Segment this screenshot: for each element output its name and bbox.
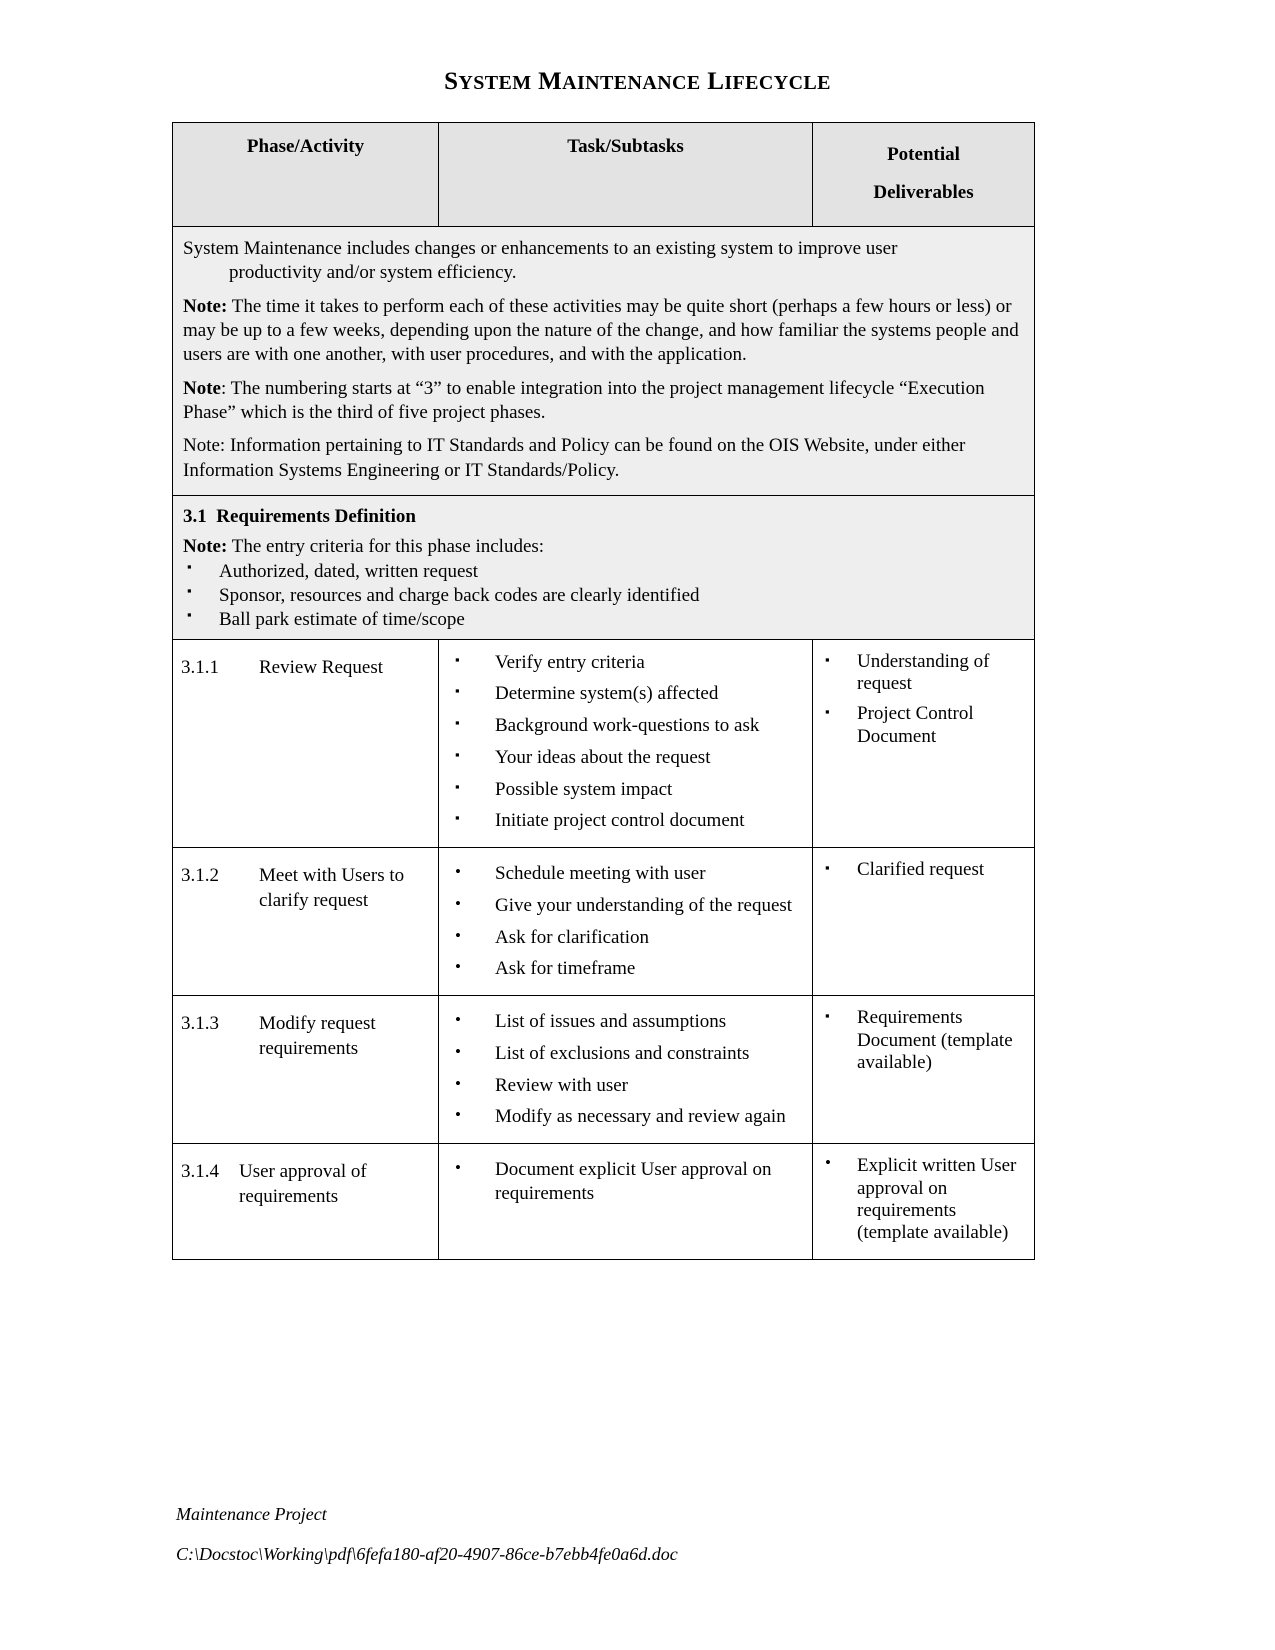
table-row bbox=[173, 996, 1035, 1144]
tasks-list bbox=[447, 651, 804, 834]
activity-line bbox=[181, 864, 430, 913]
list-item bbox=[821, 859, 1026, 881]
deliverable-text: Requirements Document (template available) bbox=[857, 1007, 1013, 1073]
square-bullet-icon: ▪ bbox=[825, 651, 830, 667]
square-bullet-icon: ▪ bbox=[825, 860, 830, 876]
round-bullet-icon: • bbox=[455, 893, 461, 913]
list-item bbox=[447, 714, 804, 738]
task-text: Possible system impact bbox=[495, 778, 673, 800]
deliverables-cell bbox=[813, 1144, 1035, 1260]
list-item bbox=[447, 1105, 804, 1129]
table-row bbox=[173, 848, 1035, 996]
round-bullet-icon: • bbox=[455, 1105, 461, 1125]
deliverable-text: Clarified request bbox=[857, 859, 985, 881]
activity-cell bbox=[173, 848, 439, 996]
task-text: Verify entry criteria bbox=[495, 651, 645, 673]
footer-project-name: Maintenance Project bbox=[176, 1504, 327, 1524]
tasks-cell bbox=[439, 848, 813, 996]
task-text: Review with user bbox=[495, 1074, 628, 1096]
round-bullet-icon: • bbox=[455, 925, 461, 945]
activity-label: User approval of requirements bbox=[239, 1161, 367, 1207]
round-bullet-icon: • bbox=[455, 1041, 461, 1061]
intro-row bbox=[173, 227, 1035, 496]
list-item bbox=[447, 682, 804, 706]
list-item bbox=[447, 894, 804, 918]
list-item bbox=[183, 608, 1022, 632]
activity-line bbox=[181, 1160, 430, 1209]
activity-line bbox=[181, 656, 430, 681]
square-bullet-icon: ▪ bbox=[455, 778, 460, 794]
square-bullet-icon: ▪ bbox=[455, 746, 460, 762]
phase-title bbox=[183, 505, 1022, 529]
activity-cell bbox=[173, 639, 439, 848]
list-item bbox=[447, 1042, 804, 1066]
intro-note-1-label: Note: bbox=[183, 295, 228, 317]
deliverable-text: Understanding of request bbox=[857, 650, 990, 695]
list-item bbox=[447, 746, 804, 770]
phase-note-label: Note: bbox=[183, 535, 228, 557]
tasks-cell bbox=[439, 639, 813, 848]
activity-label: Meet with Users to clarify request bbox=[259, 865, 405, 911]
column-header-task-subtasks bbox=[439, 123, 813, 227]
title-cap-1: S bbox=[444, 68, 459, 95]
phase-heading-row bbox=[173, 495, 1035, 639]
list-item bbox=[447, 957, 804, 981]
square-bullet-icon: ▪ bbox=[187, 583, 192, 598]
deliverables-cell bbox=[813, 848, 1035, 996]
deliverables-list bbox=[821, 651, 1026, 749]
table-row bbox=[173, 1144, 1035, 1260]
square-bullet-icon: ▪ bbox=[187, 558, 192, 574]
list-item bbox=[447, 862, 804, 886]
tasks-list bbox=[447, 862, 804, 981]
task-text: Ask for timeframe bbox=[495, 958, 636, 980]
task-text: Schedule meeting with user bbox=[495, 863, 706, 885]
intro-note-2-label: Note bbox=[183, 377, 221, 399]
phase-note-text: The entry criteria for this phase includes: bbox=[227, 535, 545, 557]
task-text: Your ideas about the request bbox=[495, 746, 711, 768]
page-title bbox=[0, 68, 1275, 96]
list-item bbox=[183, 584, 1022, 608]
column-header-task-subtasks-label: Task/Subtasks bbox=[567, 136, 684, 157]
activity-number: 3.1.1 bbox=[181, 656, 219, 678]
task-text: List of issues and assumptions bbox=[495, 1011, 727, 1033]
intro-note-2 bbox=[183, 377, 1022, 426]
title-rest-1: YSTEM bbox=[458, 72, 532, 94]
list-item bbox=[183, 560, 1022, 584]
activity-cell bbox=[173, 1144, 439, 1260]
deliverable-text: Project Control Document bbox=[857, 703, 974, 747]
task-text: Modify as necessary and review again bbox=[495, 1106, 786, 1128]
list-item bbox=[447, 778, 804, 802]
deliverable-text: Explicit written User approval on requirements (template available) bbox=[857, 1155, 1017, 1244]
intro-cell bbox=[173, 227, 1035, 496]
list-item bbox=[447, 809, 804, 833]
round-bullet-icon: • bbox=[455, 1073, 461, 1093]
deliverables-cell bbox=[813, 996, 1035, 1144]
phase-criteria-text: Sponsor, resources and charge back codes are clearly identified bbox=[219, 585, 700, 606]
tasks-list bbox=[447, 1158, 804, 1206]
task-text: Give your understanding of the request bbox=[495, 894, 793, 916]
list-item bbox=[447, 1010, 804, 1034]
activity-label: Modify request requirements bbox=[259, 1013, 376, 1059]
column-header-deliverables-label: Deliverables bbox=[873, 182, 974, 203]
phase-criteria-list bbox=[183, 560, 1022, 633]
task-text: Ask for clarification bbox=[495, 926, 650, 948]
list-item bbox=[447, 651, 804, 675]
task-text: Determine system(s) affected bbox=[495, 683, 719, 705]
square-bullet-icon: ▪ bbox=[455, 715, 460, 731]
column-header-phase-activity-label: Phase/Activity bbox=[246, 136, 365, 157]
phase-title-label: Requirements Definition bbox=[216, 505, 416, 527]
footer-file-path: C:\Docstoc\Working\pdf\6fefa180-af20-4907-86ce-b7ebb4fe0a6d.doc bbox=[176, 1544, 678, 1564]
phase-criteria-text: Authorized, dated, written request bbox=[219, 560, 479, 582]
intro-paragraph-1-line-1: System Maintenance includes changes or enhancements to an existing system to improve user bbox=[183, 238, 898, 259]
table-header-row bbox=[173, 123, 1035, 227]
task-text: Initiate project control document bbox=[495, 810, 745, 832]
list-item bbox=[821, 1007, 1026, 1074]
deliverables-cell bbox=[813, 639, 1035, 848]
table-row bbox=[173, 639, 1035, 848]
intro-paragraph-1-line-2: productivity and/or system efficiency. bbox=[229, 262, 517, 284]
tasks-cell bbox=[439, 996, 813, 1144]
square-bullet-icon: ▪ bbox=[187, 607, 192, 623]
intro-note-2-text: : The numbering starts at “3” to enable integration into the project management lifecycle “Execution Phase” which is the third of five project phases. bbox=[183, 377, 985, 423]
square-bullet-icon: ▪ bbox=[825, 1008, 830, 1024]
square-bullet-icon: ▪ bbox=[455, 810, 460, 826]
list-item bbox=[821, 651, 1026, 696]
lifecycle-table bbox=[172, 122, 1035, 1260]
round-bullet-icon: • bbox=[455, 1158, 461, 1178]
phase-note bbox=[183, 535, 1022, 559]
title-rest-3: IFECYCLE bbox=[724, 72, 831, 94]
phase-heading-cell bbox=[173, 495, 1035, 639]
round-bullet-icon: • bbox=[455, 862, 461, 882]
round-bullet-icon: • bbox=[825, 1153, 831, 1173]
round-bullet-icon: • bbox=[455, 1010, 461, 1030]
intro-note-1-text: The time it takes to perform each of these activities may be quite short (perhaps a few hours or less) or may be up to a few weeks, depending upon the nature of the change, and how familiar the systems people and users are with one another, with user procedures, and with the application. bbox=[183, 295, 1019, 366]
activity-cell bbox=[173, 996, 439, 1144]
intro-note-3: Note: Information pertaining to IT Standards and Policy can be found on the OIS Website, under either Information Systems Engineering or IT Standards/Policy. bbox=[183, 435, 966, 481]
intro-paragraph-1 bbox=[183, 237, 1022, 286]
activity-line bbox=[181, 1012, 430, 1061]
square-bullet-icon: ▪ bbox=[825, 704, 830, 720]
page-footer bbox=[176, 1505, 678, 1563]
phase-number: 3.1 bbox=[183, 505, 207, 527]
square-bullet-icon: ▪ bbox=[455, 651, 460, 667]
deliverables-list bbox=[821, 859, 1026, 881]
list-item bbox=[447, 1158, 804, 1206]
list-item bbox=[447, 1074, 804, 1098]
deliverables-list bbox=[821, 1155, 1026, 1245]
tasks-list bbox=[447, 1010, 804, 1129]
round-bullet-icon: • bbox=[455, 957, 461, 977]
column-header-potential-deliverables bbox=[813, 123, 1035, 227]
title-cap-3: L bbox=[707, 68, 725, 95]
phase-criteria-text: Ball park estimate of time/scope bbox=[219, 609, 465, 631]
task-text: Background work-questions to ask bbox=[495, 715, 760, 737]
list-item bbox=[821, 703, 1026, 748]
activity-number: 3.1.4 bbox=[181, 1161, 219, 1183]
list-item bbox=[821, 1155, 1026, 1245]
deliverables-list bbox=[821, 1007, 1026, 1074]
intro-note-1 bbox=[183, 295, 1022, 368]
activity-number: 3.1.2 bbox=[181, 865, 219, 887]
title-cap-2: M bbox=[538, 68, 563, 95]
activity-number: 3.1.3 bbox=[181, 1013, 219, 1035]
column-header-potential-label: Potential bbox=[887, 144, 960, 165]
column-header-phase-activity bbox=[173, 123, 439, 227]
activity-label: Review Request bbox=[259, 656, 384, 678]
task-text: List of exclusions and constraints bbox=[495, 1042, 750, 1064]
task-text: Document explicit User approval on requirements bbox=[495, 1159, 772, 1204]
tasks-cell bbox=[439, 1144, 813, 1260]
title-rest-2: AINTENANCE bbox=[562, 72, 701, 94]
list-item bbox=[447, 926, 804, 950]
square-bullet-icon: ▪ bbox=[455, 683, 460, 699]
